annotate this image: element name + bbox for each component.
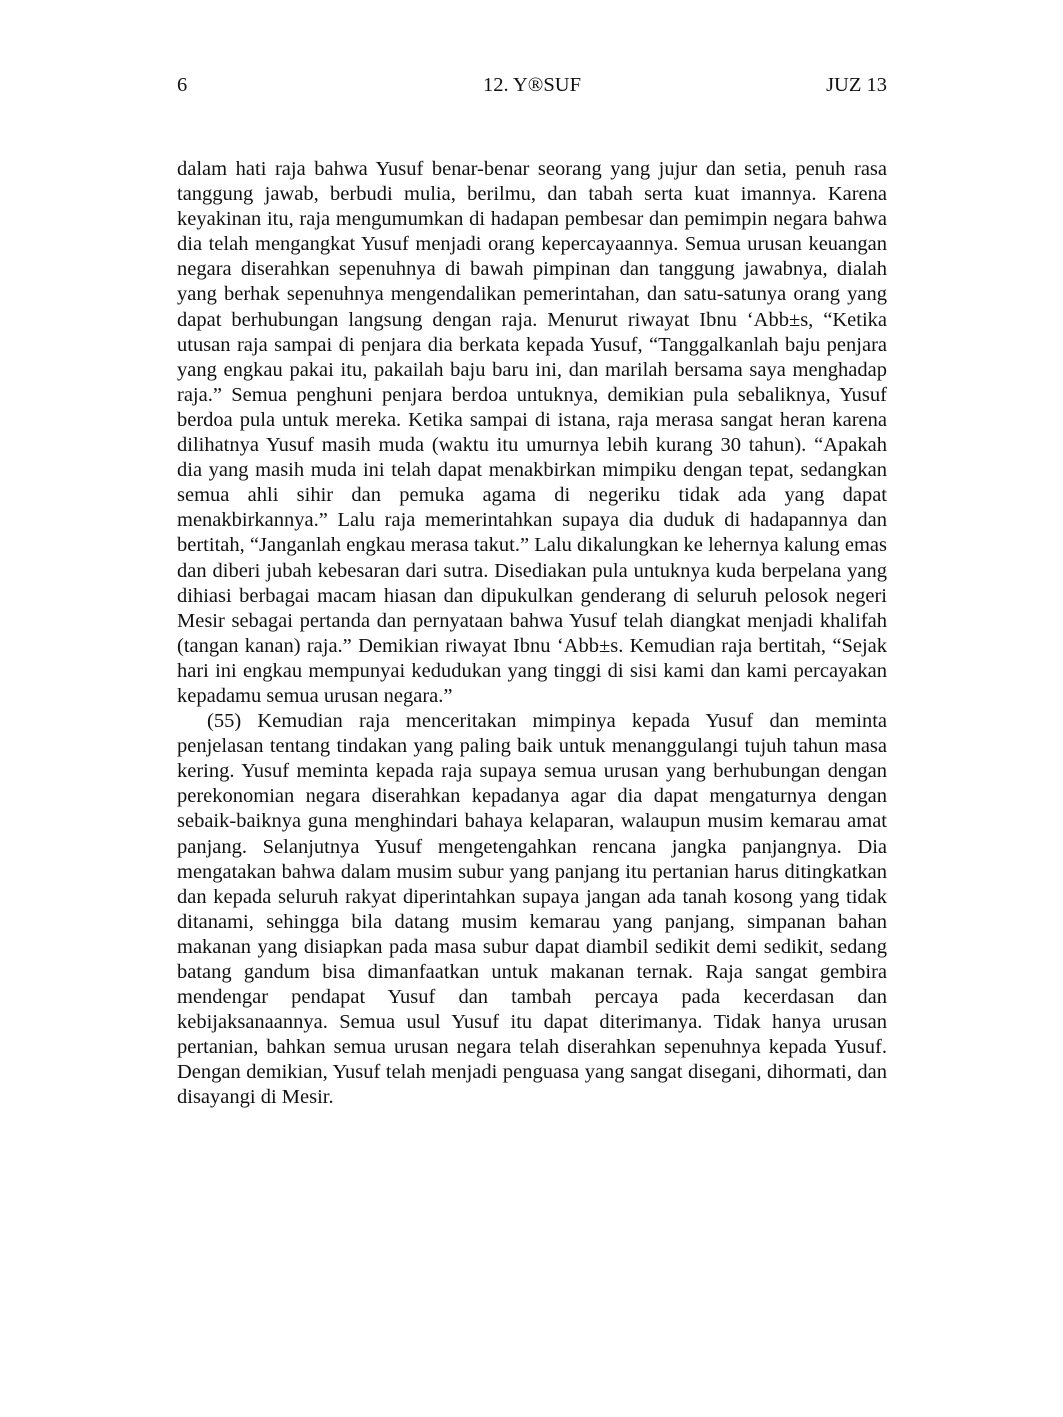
page-number: 6: [177, 74, 188, 96]
page-body: [177, 157, 887, 1111]
surah-title: 12. Y®SUF: [483, 74, 581, 96]
paragraph-verse-55: (55) Kemudian raja menceritakan mimpinya kepada Yusuf dan meminta penjelasan tentang tindakan yang paling baik untuk menanggulangi tujuh tahun masa kering. Yusuf meminta kepada raja supaya semua urusan yang berhubungan dengan perekonomian negara diserahkan kepadanya agar dia dapat mengaturnya dengan sebaik-baiknya guna menghindari bahaya kelaparan, walaupun musim kemarau amat panjang. Selanjutnya Yusuf mengetengahkan rencana jangka panjangnya. Dia mengatakan bahwa dalam musim subur yang panjang itu pertanian harus ditingkatkan dan kepada seluruh rakyat diperintahkan supaya jangan ada tanah kosong yang tidak ditanami, sehingga bila datang musim kemarau yang panjang, simpanan bahan makanan yang disiapkan pada masa subur dapat diambil sedikit demi sedikit, sedang batang gandum bisa dimanfaatkan untuk makanan ternak. Raja sangat gembira mendengar pendapat Yusuf dan tambah percaya pada kecerdasan dan kebijaksanaannya. Semua usul Yusuf itu dapat diterimanya. Tidak hanya urusan pertanian, bahkan semua urusan negara telah diserahkan sepenuhnya kepada Yusuf. Dengan demikian, Yusuf telah menjadi penguasa yang sangat disegani, dihormati, dan disayangi di Mesir.: [177, 710, 887, 1109]
paragraph-continuation: dalam hati raja bahwa Yusuf benar-benar seorang yang jujur dan setia, penuh rasa tanggung jawab, berbudi mulia, berilmu, dan tabah serta kuat imannya. Karena keyakinan itu, raja mengumumkan di hadapan pembesar dan pemimpin negara bahwa dia telah mengangkat Yusuf menjadi orang kepercayaannya. Semua urusan keuangan negara diserahkan sepenuhnya di bawah pimpinan dan tanggung jawabnya, dialah yang berhak sepenuhnya mengendalikan pemerintahan, dan satu-satunya orang yang dapat berhubungan langsung dengan raja. Menurut riwayat Ibnu ‘Abb±s, “Ketika utusan raja sampai di penjara dia berkata kepada Yusuf, “Tanggalkanlah baju penjara yang engkau pakai itu, pakailah baju baru ini, dan marilah bersama saya menghadap raja.” Semua penghuni penjara berdoa untuknya, demikian pula sebaliknya, Yusuf berdoa pula untuk mereka. Ketika sampai di istana, raja merasa sangat heran karena dilihatnya Yusuf masih muda (waktu itu umurnya lebih kurang 30 tahun). “Apakah dia yang masih muda ini telah dapat menakbirkan mimpiku dengan tepat, sedangkan semua ahli sihir dan pemuka agama di negeriku tidak ada yang dapat menakbirkannya.” Lalu raja memerintahkan supaya dia duduk di hadapannya dan bertitah, “Janganlah engkau merasa takut.” Lalu dikalungkan ke lehernya kalung emas dan diberi jubah kebesaran dari sutra. Disediakan pula untuknya kuda berpelana yang dihiasi berbagai macam hiasan dan dipukulkan genderang di seluruh pelosok negeri Mesir sebagai pertanda dan pernyataan bahwa Yusuf telah diangkat menjadi khalifah (tangan kanan) raja.” Demikian riwayat Ibnu ‘Abb±s. Kemudian raja bertitah, “Sejak hari ini engkau mempunyai kedudukan yang tinggi di sisi kami dan kami percayakan kepadamu semua urusan negara.”: [177, 158, 887, 707]
juz-label: JUZ 13: [826, 74, 887, 96]
running-header: [177, 74, 887, 104]
